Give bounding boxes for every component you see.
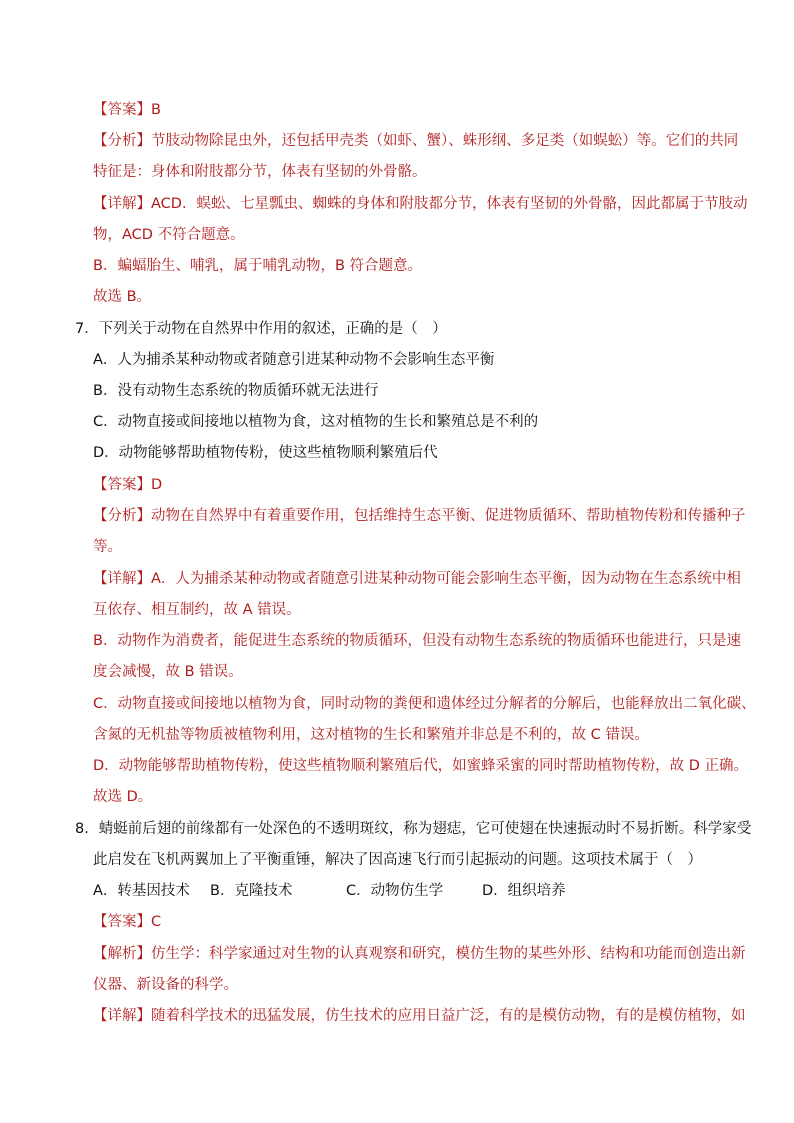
q8-analysis-line-2: 仪器、新设备的科学。 (93, 977, 238, 993)
q7-detail-line-5: C．动物直接或间接地以植物为食，同时动物的粪便和遗体经过分解者的分解后，也能释放出二氧化碳、 (93, 696, 756, 712)
q7-answer-line (93, 475, 162, 495)
q7-stem: 7．下列关于动物在自然界中作用的叙述，正确的是（ ） (75, 321, 447, 337)
q6-detail-line-3: B．蝙蝠胎生、哺乳，属于哺乳动物，B 符合题意。 (93, 258, 423, 274)
analysis-text: 仿生学：科学家通过对生物的认真观察和研究，模仿生物的某些外形、结构和功能而创造出新 (151, 946, 746, 962)
q6-detail-line-1 (93, 194, 747, 214)
q6-answer-line (93, 100, 161, 120)
answer-value: B (151, 102, 161, 118)
q7-option-a: A．人为捕杀某种动物或者随意引进某种动物不会影响生态平衡 (93, 352, 495, 368)
analysis-tag: 【分析】 (93, 133, 151, 149)
analysis-text: 动物在自然界中有着重要作用，包括维持生态平衡、促进物质循环、帮助植物传粉和传播种子 (151, 508, 746, 524)
q7-option-d: D．动物能够帮助植物传粉，使这些植物顺利繁殖后代 (93, 445, 438, 461)
answer-tag: 【答案】 (93, 914, 151, 930)
analysis-tag: 【解析】 (93, 946, 151, 962)
q8-options-row (93, 881, 566, 901)
analysis-text: 节肢动物除昆虫外，还包括甲壳类（如虾、蟹）、蛛形纲、多足类（如蜈蚣）等。它们的共同 (151, 133, 739, 149)
detail-tag: 【详解】 (93, 196, 151, 212)
q7-detail-line-6: 含氮的无机盐等物质被植物利用，这对植物的生长和繁殖并非总是不利的，故 C 错误。 (93, 727, 649, 743)
q6-conclusion: 故选 B。 (93, 289, 152, 305)
q8-option-b: B．克隆技术 (210, 883, 293, 899)
q8-stem-line-1: 8．蜻蜓前后翅的前缘都有一处深色的不透明斑纹，称为翅痣，它可使翅在快速振动时不易折断。科学家受 (75, 821, 752, 837)
detail-text: 随着科学技术的迅猛发展，仿生技术的应用日益广泛，有的是模仿动物，有的是模仿植物，如 (151, 1008, 746, 1024)
detail-text: A．人为捕杀某种动物或者随意引进某种动物可能会影响生态平衡，因为动物在生态系统中相 (151, 571, 741, 587)
q8-stem-line-2: 此启发在飞机两翼加上了平衡重锤，解决了因高速飞行而引起振动的问题。这项技术属于（ ） (93, 852, 702, 868)
answer-tag: 【答案】 (93, 102, 151, 118)
q6-detail-line-2: 物，ACD 不符合题意。 (93, 227, 245, 243)
answer-value: C (151, 914, 162, 930)
q8-option-d: D．组织培养 (482, 883, 566, 899)
q8-analysis-line-1 (93, 944, 746, 964)
analysis-tag: 【分析】 (93, 508, 151, 524)
detail-text: ACD．蜈蚣、七星瓢虫、蜘蛛的身体和附肢都分节，体表有坚韧的外骨骼，因此都属于节肢动 (151, 196, 748, 212)
q7-detail-line-2: 互依存、相互制约，故 A 错误。 (93, 602, 301, 618)
q7-option-c: C．动物直接或间接地以植物为食，这对植物的生长和繁殖总是不利的 (93, 414, 539, 430)
q7-analysis-line-1 (93, 506, 746, 526)
q7-detail-line-4: 度会减慢，故 B 错误。 (93, 664, 243, 680)
q7-detail-line-3: B．动物作为消费者，能促进生态系统的物质循环，但没有动物生态系统的物质循环也能进行，只是速 (93, 633, 741, 649)
q7-analysis-line-2: 等。 (93, 539, 122, 555)
q8-answer-line (93, 912, 161, 932)
q8-detail-line-1 (93, 1006, 746, 1026)
q6-analysis-line-1 (93, 131, 738, 151)
detail-tag: 【详解】 (93, 571, 151, 587)
q8-option-a: A．转基因技术 (93, 883, 190, 899)
q6-analysis-line-2: 特征是：身体和附肢都分节，体表有坚韧的外骨骼。 (93, 164, 427, 180)
q7-option-b: B．没有动物生态系统的物质循环就无法进行 (93, 383, 379, 399)
q7-detail-line-1 (93, 569, 741, 589)
q8-option-c: C．动物仿生学 (346, 883, 444, 899)
q7-detail-line-7: D．动物能够帮助植物传粉，使这些植物顺利繁殖后代，如蜜蜂采蜜的同时帮助植物传粉，故 D 正确。 (93, 758, 749, 774)
answer-tag: 【答案】 (93, 477, 151, 493)
detail-tag: 【详解】 (93, 1008, 151, 1024)
answer-value: D (151, 477, 163, 493)
q7-conclusion: 故选 D。 (93, 789, 153, 805)
